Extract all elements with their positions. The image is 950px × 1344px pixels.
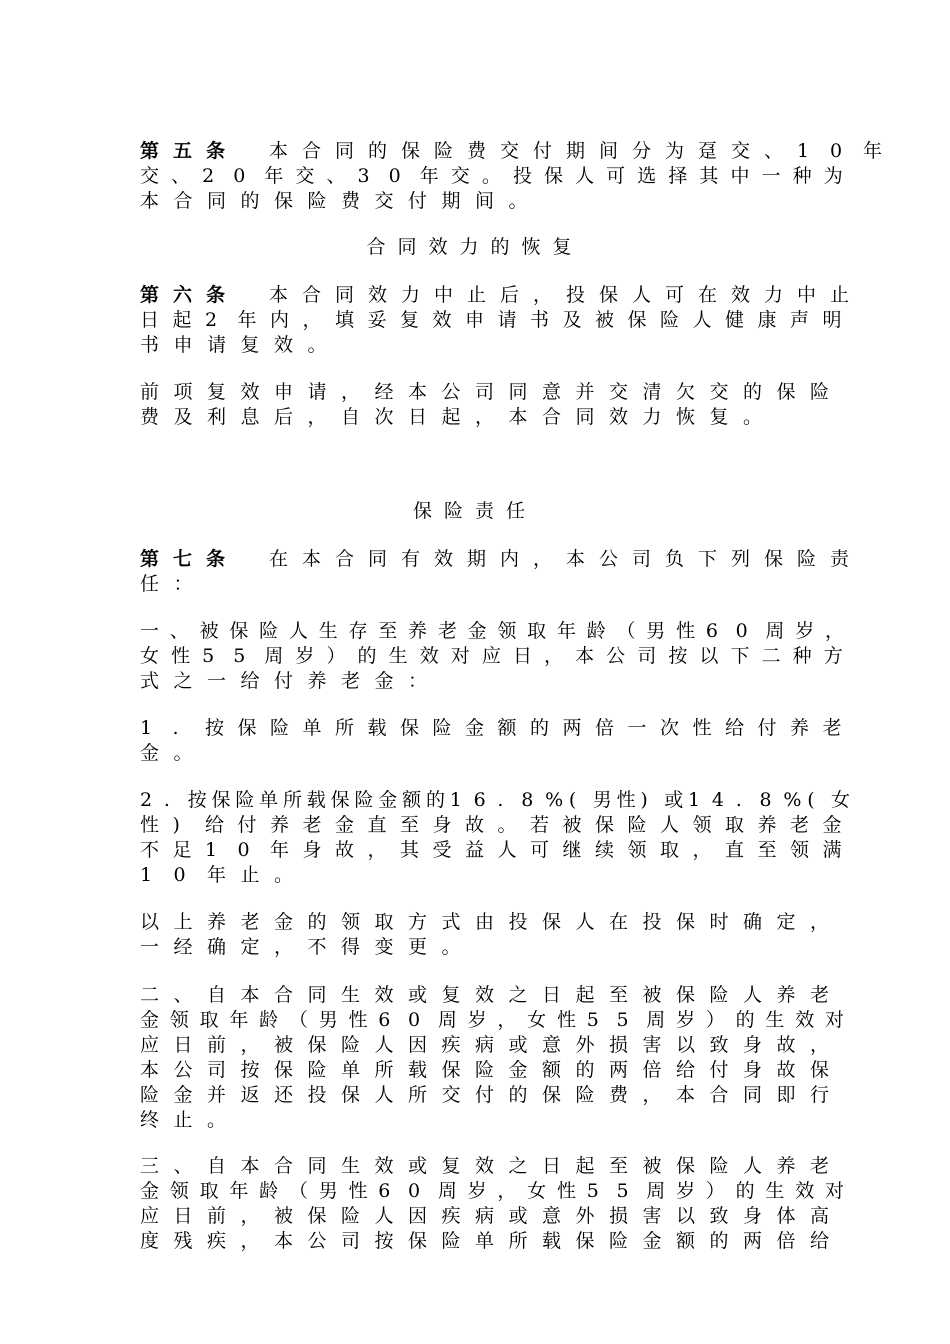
art7-label: 第 七 条 [140,548,226,570]
art6-para2-line-2 [140,404,855,430]
art7-item1-text-2: 女 性 5 5 周 岁 ） 的 生 效 对 应 日 ， 本 公 司 按 以 下 二 种 方 [140,645,843,667]
art7-opt2-line-4 [140,862,855,888]
art7-opt2-line-2 [140,812,855,838]
art7-item2-line-5 [140,1082,855,1108]
art7-item3-text-3: 应 日 前 ， 被 保 险 人 因 疾 病 或 意 外 损 害 以 致 身 体 高 [140,1205,830,1227]
art6-para2-text-1: 前 项 复 效 申 请 ， 经 本 公 司 同 意 并 交 清 欠 交 的 保 险 [140,381,830,403]
art6-para2-text-2: 费 及 利 息 后 ， 自 次 日 起 ， 本 合 同 效 力 恢 复 。 [140,406,763,428]
art7-item2-text-2: 金 领 取 年 龄 （ 男 性 6 0 周 岁 ， 女 性 5 5 周 岁 ） 的 生 效 对 [140,1009,844,1031]
art7-item1-text-1: 一 、 被 保 险 人 生 存 至 养 老 金 领 取 年 龄 （ 男 性 6 0 周 岁 ， [140,620,844,642]
art7-opt1-line-2 [140,740,855,766]
art5-line-1 [140,138,883,164]
art7-opt2-text-4: 1 0 年 止 。 [140,864,294,886]
art7-item3-text-1: 三 、 自 本 合 同 生 效 或 复 效 之 日 起 至 被 保 险 人 养 老 [140,1155,830,1177]
art7-item2-line-1 [140,982,855,1008]
art6-line-2 [140,307,855,333]
art7-item2-text-1: 二 、 自 本 合 同 生 效 或 复 效 之 日 起 至 被 保 险 人 养 老 [140,984,830,1006]
art6-line-3 [140,332,855,358]
art7-item1-line-1 [140,618,855,644]
art7-opt2-line-3 [140,837,855,863]
art6-label: 第 六 条 [140,284,226,306]
art7-item3-text-4: 度 残 疾 ， 本 公 司 按 保 险 单 所 载 保 险 金 额 的 两 倍 给 [140,1230,830,1252]
art5-text-2: 交 、 2 0 年 交 、 3 0 年 交 。 投 保 人 可 选 择 其 中 一 种 为 [140,165,843,187]
art7-item2-text-6: 终 止 。 [140,1109,227,1131]
art7-item2-line-6 [140,1107,855,1133]
art7-item3-line-2 [140,1178,855,1204]
art7-item2-text-5: 险 金 并 返 还 投 保 人 所 交 付 的 保 险 费 ， 本 合 同 即 行 [140,1084,830,1106]
art7-item3-line-4 [140,1228,855,1254]
art7-item2-line-4 [140,1057,855,1083]
section-heading-liability: 保险责任 [412,500,537,522]
art6-text-3: 书 申 请 复 效 。 [140,334,327,356]
art7-item1-text-3: 式 之 一 给 付 养 老 金 ： [140,670,428,692]
art7-note-line-1 [140,909,855,935]
art6-line-1 [140,282,855,308]
art6-text-1: 本 合 同 效 力 中 止 后 ， 投 保 人 可 在 效 力 中 止 [269,284,850,306]
art5-label: 第 五 条 [140,140,226,162]
art6-para2-line-1 [140,379,855,405]
art7-line-1 [140,546,855,572]
art7-item2-line-2 [140,1007,855,1033]
art7-item1-line-3 [140,668,855,694]
art7-opt2-text-1: 2 . 按 保 险 单 所 载 保 险 金 额 的 1 6 . 8 % ( 男 性 ) 或 1 4 . 8 % ( 女 [140,789,851,811]
art7-note-line-2 [140,934,855,960]
art7-item3-line-1 [140,1153,855,1179]
art7-opt1-text-2: 金 。 [140,742,193,764]
art7-line-2 [140,571,855,597]
art5-text-3: 本 合 同 的 保 险 费 交 付 期 间 。 [140,190,528,212]
art7-item3-text-2: 金 领 取 年 龄 （ 男 性 6 0 周 岁 ， 女 性 5 5 周 岁 ） 的 生 效 对 [140,1180,844,1202]
art5-line-2 [140,163,855,189]
art5-line-3 [140,188,855,214]
art5-text-1: 本 合 同 的 保 险 费 交 付 期 间 分 为 趸 交 、 1 0 年 [269,140,883,162]
art7-note-text-2: 一 经 确 定 ， 不 得 变 更 。 [140,936,461,958]
section-heading-restore: 合同效力的恢复 [366,236,584,258]
art7-item3-line-3 [140,1203,855,1229]
art7-opt1-text-1: 1 . 按 保 险 单 所 载 保 险 金 额 的 两 倍 一 次 性 给 付 养 老 [140,717,842,739]
art6-text-2: 日 起 2 年 内 ， 填 妥 复 效 申 请 书 及 被 保 险 人 健 康 声 明 [140,309,842,331]
art7-note-text-1: 以 上 养 老 金 的 领 取 方 式 由 投 保 人 在 投 保 时 确 定 ， [140,911,830,933]
art7-item2-text-3: 应 日 前 ， 被 保 险 人 因 疾 病 或 意 外 损 害 以 致 身 故 ， [140,1034,830,1056]
art7-text-1: 在 本 合 同 有 效 期 内 ， 本 公 司 负 下 列 保 险 责 [269,548,850,570]
art7-opt2-text-2: 性 ) 给 付 养 老 金 直 至 身 故 。 若 被 保 险 人 领 取 养 老 金 [140,814,842,836]
art7-opt2-line-1 [140,787,855,813]
art7-opt1-line-1 [140,715,855,741]
art7-item2-text-4: 本 公 司 按 保 险 单 所 载 保 险 金 额 的 两 倍 给 付 身 故 保 [140,1059,830,1081]
art7-text-2: 任 ： [140,573,193,595]
art7-opt2-text-3: 不 足 1 0 年 身 故 ， 其 受 益 人 可 继 续 领 取 ， 直 至 领 满 [140,839,842,861]
art7-item2-line-3 [140,1032,855,1058]
art7-item1-line-2 [140,643,855,669]
